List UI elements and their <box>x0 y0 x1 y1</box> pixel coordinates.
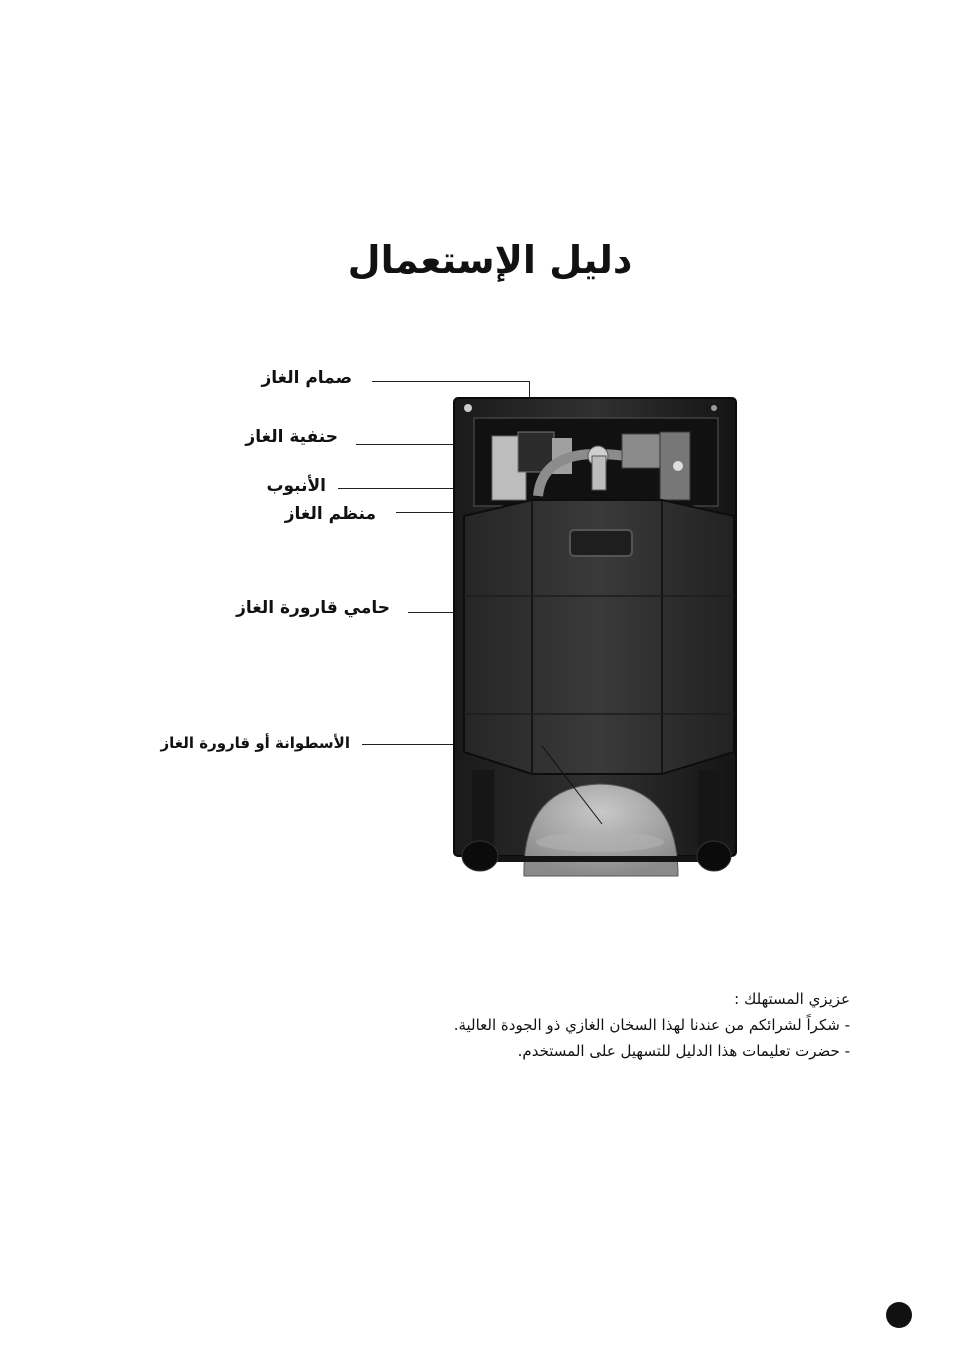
page-title: دليل الإستعمال <box>347 238 633 282</box>
intro-greeting: عزيزي المستهلك : <box>734 990 850 1008</box>
intro-line-2: - حضرت تعليمات هذا الدليل للتسهيل على المستخدم. <box>517 1042 850 1060</box>
label-gas-tap: حنفية الغاز <box>245 427 338 447</box>
leader-gas-valve <box>372 381 529 382</box>
label-cylinder: الأسطوانة أو قارورة الغاز <box>160 734 350 752</box>
label-regulator: منظم الغاز <box>284 504 376 524</box>
page-marker-dot <box>886 1302 912 1328</box>
intro-text <box>380 986 850 1064</box>
gas-heater-photo <box>452 396 738 878</box>
label-gas-valve: صمام الغاز <box>261 368 352 388</box>
label-hose: الأنبوب <box>266 476 326 496</box>
label-bottle-guard: حامي قارورة الغاز <box>236 598 390 618</box>
intro-line-1: - شكراً لشرائكم من عندنا لهذا السخان الغازي ذو الجودة العالية. <box>453 1016 850 1034</box>
